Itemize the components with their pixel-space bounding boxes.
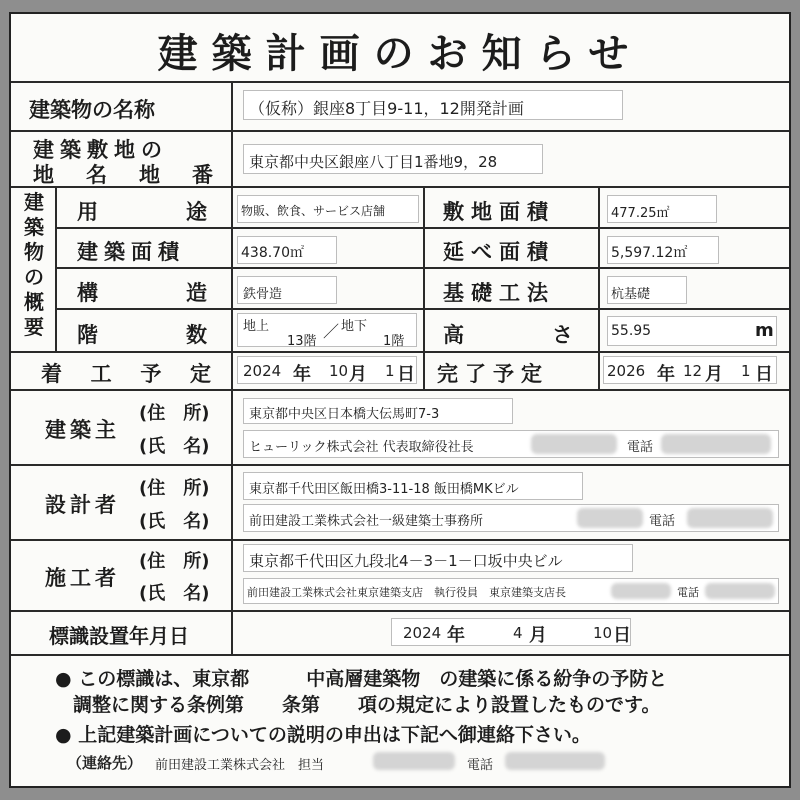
completion-year: 2026 — [607, 362, 646, 380]
completion-year-unit: 年 — [657, 364, 675, 385]
divider — [11, 81, 789, 83]
completion-day: 1 — [741, 362, 751, 380]
sign-date-year-unit: 年 — [447, 625, 465, 646]
designer-name-label: (氏 名) — [139, 511, 210, 532]
divider — [11, 389, 789, 391]
note-line-2: 調整に関する条例第 条第 項の規定により設置したものです。 — [73, 694, 661, 716]
contractor-phone-label: 電話 — [677, 586, 699, 599]
redacted-name — [373, 752, 455, 770]
contractor-name: 前田建設工業株式会社東京建築支店 執行役員 東京建築支店長 — [247, 586, 566, 599]
contractor-address: 東京都千代田区九段北4－3－1－口坂中央ビル — [249, 552, 563, 570]
building-area-label: 建築面積 — [77, 240, 185, 264]
overview-label: 建 築 物 の 概 要 — [24, 190, 44, 339]
height-unit: m — [755, 320, 774, 341]
divider — [598, 186, 600, 389]
sign-date-day-unit: 日 — [613, 625, 631, 646]
floors-below-label: 地下 — [341, 319, 368, 334]
redacted-name — [611, 583, 671, 599]
divider — [55, 186, 57, 351]
owner-name-label: (氏 名) — [139, 436, 210, 457]
start-month-unit: 月 — [349, 364, 367, 385]
height-label: 高 さ — [443, 323, 573, 347]
start-label: 着 工 予 定 — [41, 362, 211, 386]
divider — [423, 186, 425, 389]
contact-company: 前田建設工業株式会社 担当 — [155, 758, 325, 773]
foundation-label: 基礎工法 — [443, 281, 555, 305]
completion-month-unit: 月 — [705, 364, 723, 385]
start-year-unit: 年 — [293, 364, 311, 385]
total-floor-area-value: 5,597.12㎡ — [611, 245, 688, 261]
divider — [11, 610, 789, 612]
contact-phone-label: 電話 — [467, 758, 494, 773]
divider — [11, 130, 789, 132]
redacted-phone — [687, 508, 773, 528]
designer-address: 東京都千代田区飯田橋3-11-18 飯田橋MKビル — [249, 482, 519, 497]
start-month: 10 — [329, 362, 349, 380]
height-value: 55.95 — [611, 323, 652, 339]
owner-address-label: (住 所) — [139, 403, 210, 424]
usage-label: 用 途 — [77, 200, 207, 224]
site-address-label-2: 地 名 地 番 — [33, 163, 213, 187]
contractor-label: 施工者 — [45, 566, 120, 590]
site-area-label: 敷地面積 — [443, 200, 555, 224]
divider — [11, 539, 789, 541]
redacted-name — [531, 434, 617, 454]
building-name-label: 建築物の名称 — [29, 98, 155, 122]
floors-below-value: 1階 — [383, 334, 405, 349]
start-year: 2024 — [243, 362, 282, 380]
redacted-name — [577, 508, 643, 528]
owner-label: 建築主 — [45, 418, 120, 442]
divider — [55, 267, 789, 269]
divider — [11, 464, 789, 466]
redacted-phone — [661, 434, 771, 454]
divider — [55, 227, 789, 229]
building-area-value: 438.70㎡ — [241, 245, 304, 261]
sign-title: 建築計画のお知らせ — [157, 31, 643, 77]
completion-label: 完了予定 — [437, 362, 549, 386]
redacted-phone — [505, 752, 605, 770]
building-name-value: （仮称）銀座8丁目9-11，12開発計画 — [249, 99, 524, 118]
start-day-unit: 日 — [397, 364, 415, 385]
structure-label: 構 造 — [77, 281, 207, 305]
note-line-3: ● 上記建築計画についての説明の申出は下記へ御連絡下さい。 — [55, 724, 591, 746]
owner-address: 東京都中央区日本橋大伝馬町7-3 — [249, 407, 440, 422]
start-day: 1 — [385, 362, 395, 380]
site-area-value: 477.25㎡ — [611, 206, 670, 221]
sign-date-month: 4 — [513, 624, 523, 642]
completion-day-unit: 日 — [755, 364, 773, 385]
designer-address-label: (住 所) — [139, 478, 210, 499]
sign-date-month-unit: 月 — [529, 625, 547, 646]
completion-month: 12 — [683, 362, 703, 380]
sign-date-day: 10 — [593, 624, 613, 642]
foundation-value: 杭基礎 — [611, 287, 651, 302]
owner-name: ヒューリック株式会社 代表取締役社長 — [249, 440, 474, 455]
note-line-1: ● この標識は、東京都 中高層建築物 の建築に係る紛争の予防と — [55, 668, 668, 690]
notice-sign — [9, 12, 791, 788]
divider — [55, 308, 789, 310]
contractor-address-label: (住 所) — [139, 551, 210, 572]
owner-phone-label: 電話 — [627, 440, 654, 455]
structure-value: 鉄骨造 — [243, 287, 283, 302]
total-floor-area-label: 延べ面積 — [443, 240, 555, 264]
site-address-label-1: 建築敷地の — [33, 138, 168, 162]
designer-label: 設計者 — [45, 493, 120, 517]
floors-label: 階 数 — [77, 323, 207, 347]
floors-above-label: 地上 — [243, 319, 270, 334]
designer-name: 前田建設工業株式会社一級建築士事務所 — [249, 514, 484, 529]
divider — [11, 654, 789, 656]
contact-label: （連絡先） — [67, 754, 143, 772]
usage-value: 物販、飲食、サービス店舗 — [241, 204, 386, 218]
site-address-value: 東京都中央区銀座八丁目1番地9，28 — [249, 153, 498, 171]
floors-slash: ／ — [323, 322, 340, 341]
designer-phone-label: 電話 — [649, 514, 676, 529]
redacted-phone — [705, 583, 775, 599]
divider — [11, 351, 789, 353]
divider — [231, 81, 233, 654]
sign-date-year: 2024 — [403, 624, 442, 642]
contractor-name-label: (氏 名) — [139, 583, 210, 604]
floors-above-value: 13階 — [287, 334, 317, 349]
sign-date-label: 標識設置年月日 — [49, 624, 189, 648]
